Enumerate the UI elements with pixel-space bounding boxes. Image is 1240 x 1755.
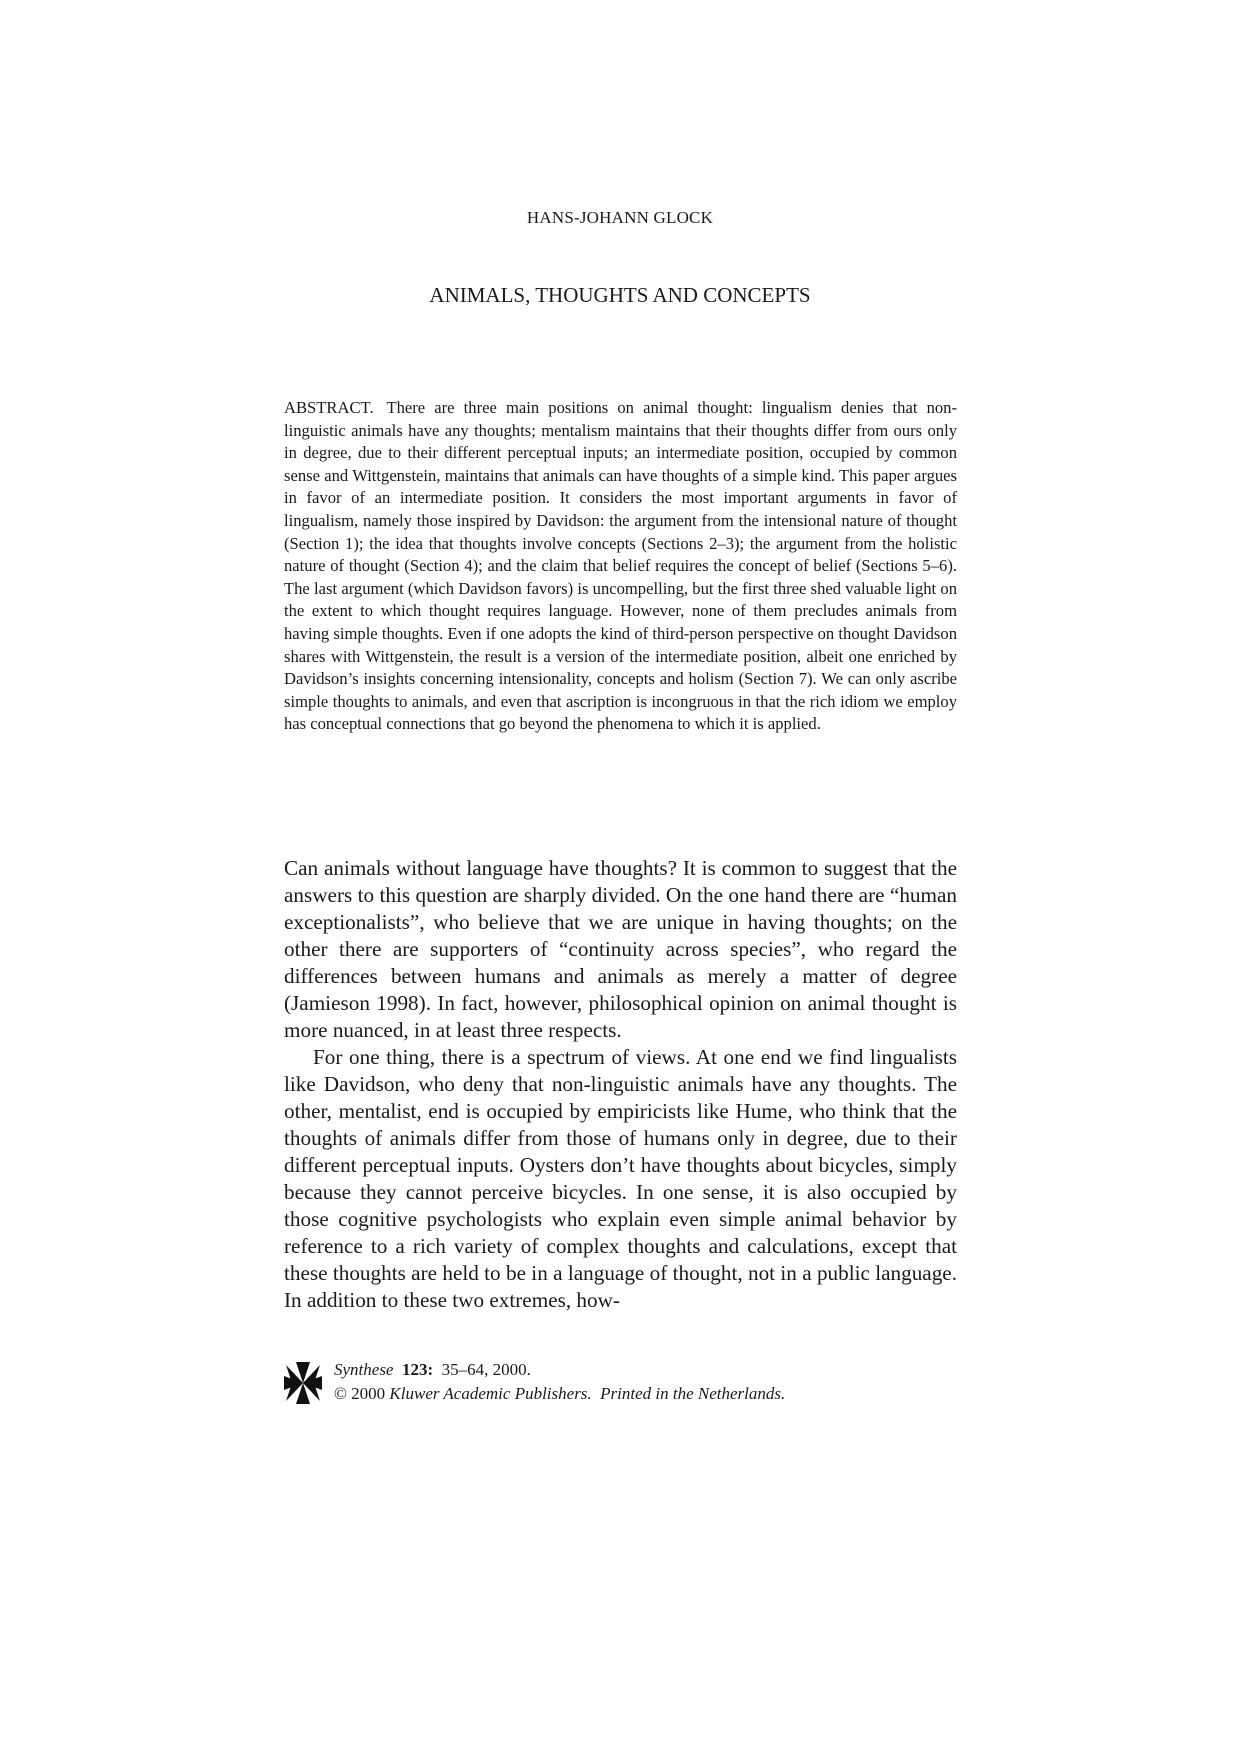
footer-citation — [334, 1358, 785, 1406]
copyright-text: © 2000 — [334, 1384, 386, 1403]
abstract-text: There are three main positions on animal thought: lingualism denies that non-linguistic animals have any thoughts; mentalism maintains that their thoughts differ from ours only in degree, due to their different perceptual inputs; an intermediate position, occupied by common sense and Wittgenstein, maintains that animals can have thoughts of a simple kind. This paper argues in favor of an intermediate position. It considers the most important arguments in favor of lingualism, namely those inspired by Davidson: the argument from the intensional nature of thought (Section 1); the idea that thoughts involve concepts (Sections 2–3); the argument from the holistic nature of thought (Section 4); and the claim that belief requires the concept of belief (Sections 5–6). The last argument (which Davidson favors) is uncompelling, but the first three shed valuable light on the extent to which thought requires language. However, none of them precludes animals from having simple thoughts. Even if one adopts the kind of third-person perspective on thought Davidson shares with Wittgenstein, the result is a version of the intermediate position, albeit one enriched by Davidson’s insights concerning intensionality, concepts and holism (Section 7). We can only ascribe simple thoughts to animals, and even that ascription is incongruous in that the rich idiom we employ has conceptual connections that go beyond the phenomena to which it is applied. — [284, 398, 957, 734]
journal-volume: 123: — [401, 1360, 434, 1379]
author-name: HANS-JOHANN GLOCK — [526, 208, 714, 227]
paper-title: ANIMALS, THOUGHTS AND CONCEPTS — [429, 283, 811, 307]
body-paragraph-2: For one thing, there is a spectrum of views. At one end we find lingualists like Davidson, who deny that non-linguistic animals have any thoughts. The other, mentalist, end is occupied by empiricists like Hume, who think that the thoughts of animals differ from those of humans only in degree, due to their different perceptual inputs. Oysters don’t have thoughts about bicycles, simply because they cannot perceive bicycles. In one sense, it is also occupied by those cognitive psychologists who explain even simple animal behavior by reference to a rich variety of complex thoughts and calculations, except that these thoughts are held to be in a language of thought, not in a public language. In addition to these two extremes, how- — [284, 1045, 957, 1312]
publication-footer — [284, 1358, 964, 1418]
kluwer-logo-icon — [284, 1362, 322, 1404]
journal-pages-year: 35–64, 2000. — [441, 1360, 531, 1379]
abstract-label: ABSTRACT. — [284, 398, 374, 417]
journal-name: Synthese — [334, 1360, 394, 1379]
body-paragraph-1: Can animals without language have thoughts? It is common to suggest that the answers to this question are sharply divided. On the one hand there are “human exceptionalists”, who believe that we are unique in having thoughts; on the other there are supporters of “continuity across species”, who regard the differences between humans and animals as merely a matter of degree (Jamieson 1998). In fact, however, philosophical opinion on animal thought is more nuanced, in at least three respects. — [284, 856, 957, 1042]
copyright-line — [334, 1382, 785, 1406]
citation-line — [334, 1358, 785, 1382]
publisher-name: Kluwer Academic Publishers. — [389, 1384, 592, 1403]
abstract — [284, 397, 957, 736]
body-text — [284, 855, 957, 1314]
printed-location: Printed in the Netherlands. — [600, 1384, 786, 1403]
